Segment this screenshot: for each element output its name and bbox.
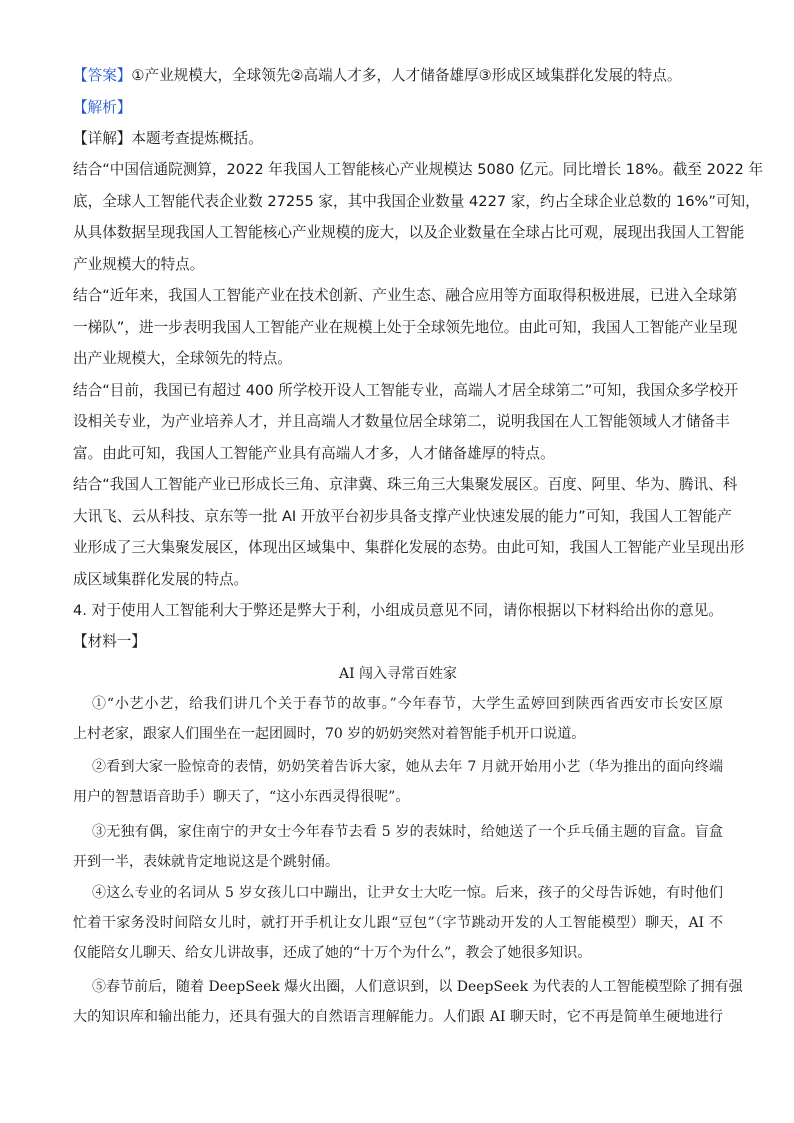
answer-tag: 【答案】 bbox=[73, 67, 132, 84]
answer-text: ①产业规模大，全球领先②高端人才多，人才储备雄厚③形成区域集群化发展的特点。 bbox=[131, 67, 682, 84]
analysis-line: 结合“中国信通院测算，2022 年我国人工智能核心产业规模达 5080 亿元。同比增长 18%。截至 2022 年 bbox=[73, 161, 764, 178]
analysis-line: 产业规模大的特点。 bbox=[73, 256, 205, 273]
analysis-line: 结合“我国人工智能产业已形成长三角、京津冀、珠三角三大集聚发展区。百度、阿里、华为、腾讯、科 bbox=[73, 476, 738, 493]
question-text: 4. 对于使用人工智能利大于弊还是弊大于利，小组成员意见不同，请你根据以下材料给出你的意见。 bbox=[73, 602, 723, 619]
material-tag: 【材料一】 bbox=[73, 633, 146, 650]
detail-line bbox=[73, 129, 723, 149]
analysis-line: 从具体数据呈现我国人工智能核心产业规模的庞大，以及企业数量在全球占比可观，展现出我国人工智能 bbox=[73, 224, 745, 241]
article-line: ④这么专业的名词从 5 岁女孩儿口中蹦出，让尹女士大吃一惊。后来，孩子的父母告诉她，有时他们 bbox=[92, 885, 723, 901]
analysis-line: 出产业规模大，全球领先的特点。 bbox=[73, 350, 292, 367]
analysis-line: 业形成了三大集聚发展区，体现出区域集中、集群化发展的态势。由此可知，我国人工智能产业呈现出形 bbox=[73, 539, 745, 556]
article-line: 仅能陪女儿聊天、给女儿讲故事，还成了她的“十万个为什么”，教会了她很多知识。 bbox=[73, 945, 592, 961]
article-line: 开到一半，表妹就肯定地说这是个跳射俑。 bbox=[73, 854, 339, 870]
analysis-line: 一梯队”，进一步表明我国人工智能产业在规模上处于全球领先地位。由此可知，我国人工智能产业呈现 bbox=[73, 319, 738, 336]
article-title: AI 闯入寻常百姓家 bbox=[338, 666, 458, 682]
analysis-line: 底，全球人工智能代表企业数 27255 家，其中我国企业数量 4227 家，约占全球企业总数的 16%”可知， bbox=[73, 193, 760, 210]
analysis-line: 结合“近年来，我国人工智能产业在技术创新、产业生态、融合应用等方面取得积极进展，已进入全球第 bbox=[73, 287, 738, 304]
article-line: 上村老家，跟家人们围坐在一起团圆时，70 岁的奶奶突然对着智能手机开口说道。 bbox=[73, 726, 586, 742]
article-line: ①“小艺小艺，给我们讲几个关于春节的故事。”今年春节，大学生孟婷回到陕西省西安市长安区原 bbox=[92, 696, 723, 712]
article-line: 忙着干家务没时间陪女儿时，就打开手机让女儿跟“豆包”（字节跳动开发的人工智能模型）聊天，AI 不 bbox=[73, 915, 723, 931]
analysis-line: 大讯飞、云从科技、京东等一批 AI 开放平台初步具备支撑产业快速发展的能力”可知，我国人工智能产 bbox=[73, 508, 732, 525]
detail-tag: 【详解】 bbox=[73, 130, 132, 147]
answer-line bbox=[73, 66, 723, 86]
article-line: ⑤春节前后，随着 DeepSeek 爆火出圈，人们意识到，以 DeepSeek 为代表的人工智能模型除了拥有强 bbox=[92, 979, 743, 995]
article-line: ②看到大家一脸惊奇的表情，奶奶笑着告诉大家，她从去年 7 月就开始用小艺（华为推出的面向终端 bbox=[92, 759, 723, 775]
analysis-line: 结合“目前，我国已有超过 400 所学校开设人工智能专业，高端人才居全球第二”可知，我国众多学校开 bbox=[73, 382, 739, 399]
analysis-tag: 【解析】 bbox=[73, 99, 132, 116]
analysis-line: 设相关专业，为产业培养人才，并且高端人才数量位居全球第二，说明我国在人工智能领域人才储备丰 bbox=[73, 413, 730, 430]
article-line: 用户的智慧语音助手）聊天了，“这小东西灵得很呢”。 bbox=[73, 789, 410, 805]
article-line: 大的知识库和输出能力，还具有强大的自然语言理解能力。人们跟 AI 聊天时，它不再是简单生硬地进行 bbox=[73, 1009, 723, 1025]
analysis-line: 富。由此可知，我国人工智能产业具有高端人才多，人才储备雄厚的特点。 bbox=[73, 445, 555, 462]
analysis-line: 成区域集群化发展的特点。 bbox=[73, 571, 249, 588]
detail-text: 本题考查提炼概括。 bbox=[131, 130, 263, 147]
article-line: ③无独有偶，家住南宁的尹女士今年春节去看 5 岁的表妹时，给她送了一个乒乓俑主题的盲盒。盲盒 bbox=[92, 824, 723, 840]
